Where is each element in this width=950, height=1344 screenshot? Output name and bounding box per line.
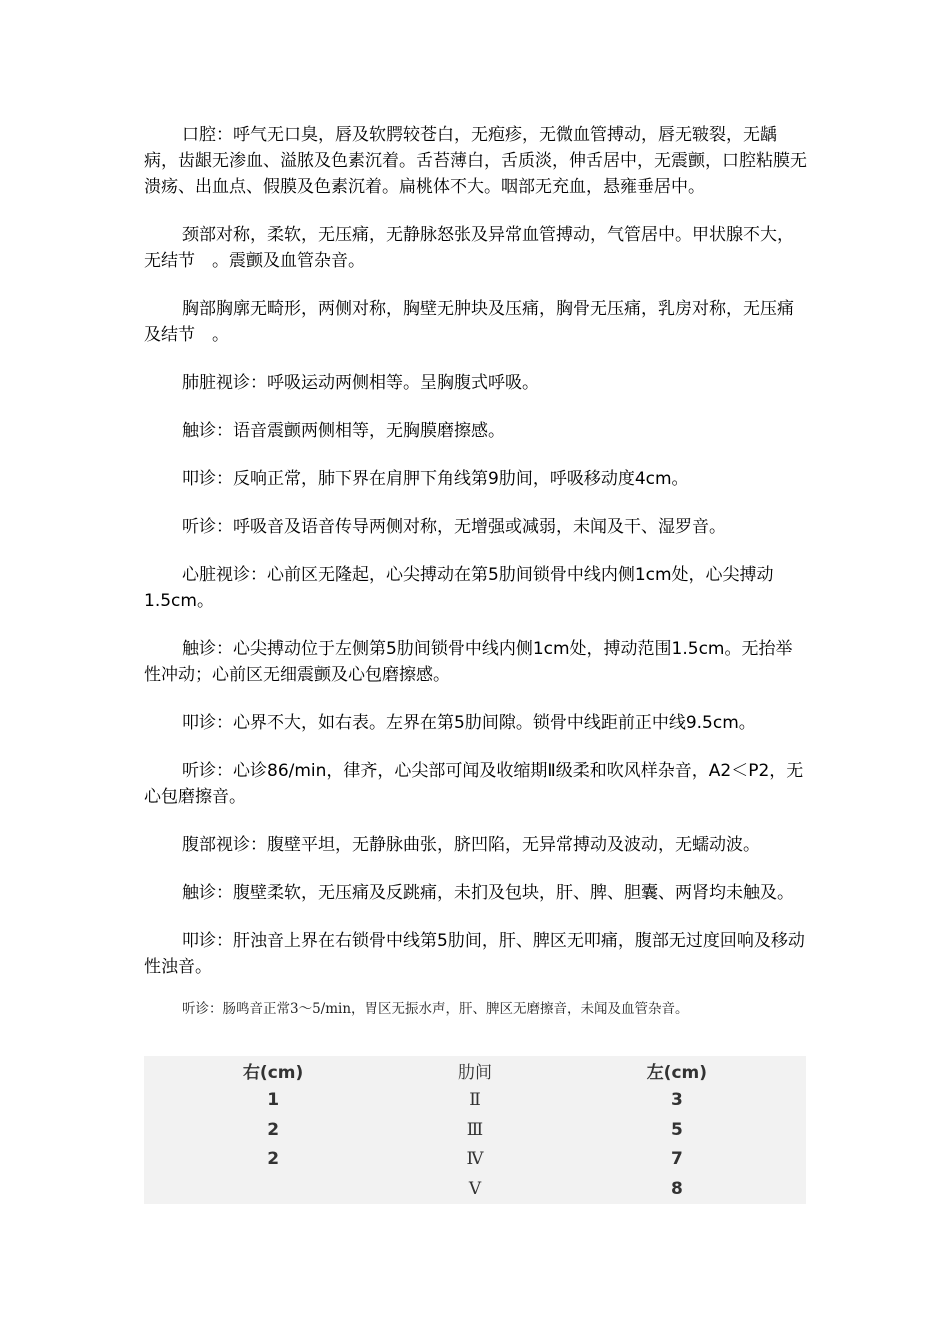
document-body <box>144 122 808 1038</box>
paragraph-abdomen-inspection: 腹部视诊：腹壁平坦，无静脉曲张，脐凹陷，无异常搏动及波动，无蠕动波。 <box>182 835 760 855</box>
cell-right <box>144 1174 402 1204</box>
cell-intercostal: Ⅴ <box>468 1178 482 1199</box>
cell-left: 7 <box>670 1149 683 1170</box>
cell-intercostal: Ⅳ <box>466 1149 484 1170</box>
cell-intercostal: Ⅲ <box>466 1119 484 1140</box>
paragraph-neck: 颈部对称，柔软，无压痛，无静脉怒张及异常血管搏动，气管居中。甲状腺不大，无结节 。震颤及血管杂音。 <box>144 225 794 271</box>
cardiac-border-table <box>144 1056 806 1204</box>
paragraph-chest: 胸部胸廓无畸形，两侧对称，胸壁无肿块及压痛，胸骨无压痛，乳房对称，无压痛及结节 。 <box>144 299 794 345</box>
cell-right: 2 <box>267 1149 280 1170</box>
cell-right: 2 <box>267 1119 280 1140</box>
cell-intercostal: Ⅱ <box>469 1090 481 1111</box>
paragraph-abdomen-auscultation: 听诊：肠鸣音正常3～5/min，胃区无振水声，肝、脾区无磨擦音，未闻及血管杂音。 <box>182 1001 689 1017</box>
cell-right: 1 <box>267 1090 280 1111</box>
paragraph-lung-inspection: 肺脏视诊：呼吸运动两侧相等。呈胸腹式呼吸。 <box>182 373 539 393</box>
paragraph-heart-inspection: 心脏视诊：心前区无隆起，心尖搏动在第5肋间锁骨中线内侧1cm处，心尖搏动1.5cm。 <box>144 565 774 611</box>
header-left: 左(cm) <box>646 1063 708 1084</box>
paragraph-abdomen-palpation: 触诊：腹壁柔软，无压痛及反跳痛，未扪及包块，肝、脾、胆囊、两肾均未触及。 <box>182 883 794 903</box>
paragraph-heart-palpation: 触诊：心尖搏动位于左侧第5肋间锁骨中线内侧1cm处，搏动范围1.5cm。无抬举性冲动；心前区无细震颤及心包磨擦感。 <box>144 639 793 685</box>
header-right: 右(cm) <box>242 1063 304 1084</box>
table-row <box>144 1086 806 1116</box>
paragraph-lung-auscultation: 听诊：呼吸音及语音传导两侧对称，无增强或减弱，未闻及干、湿罗音。 <box>182 517 726 537</box>
cell-left: 5 <box>670 1119 683 1140</box>
paragraph-heart-percussion: 叩诊：心界不大，如右表。左界在第5肋间隙。锁骨中线距前正中线9.5cm。 <box>182 713 756 733</box>
table-row <box>144 1174 806 1204</box>
paragraph-lung-palpation: 触诊：语音震颤两侧相等，无胸膜磨擦感。 <box>182 421 505 441</box>
cell-left: 8 <box>670 1178 683 1199</box>
paragraph-oral: 口腔：呼气无口臭，唇及软腭较苍白，无疱疹，无微血管搏动，唇无皲裂，无龋病，齿龈无渗血、溢脓及色素沉着。舌苔薄白，舌质淡，伸舌居中，无震颤，口腔粘膜无溃疡、出血点、假膜及色素沉着。扁桃体不大。咽部无充血，悬雍垂居中。 <box>144 125 807 197</box>
paragraph-lung-percussion: 叩诊：反响正常，肺下界在肩胛下角线第9肋间，呼吸移动度4cm。 <box>182 469 689 489</box>
header-intercostal: 肋间 <box>457 1063 492 1084</box>
paragraph-heart-auscultation: 听诊：心诊86/min，律齐，心尖部可闻及收缩期Ⅱ级柔和吹风样杂音，A2＜P2，无心包磨擦音。 <box>144 761 804 807</box>
paragraph-abdomen-percussion: 叩诊：肝浊音上界在右锁骨中线第5肋间，肝、脾区无叩痛，腹部无过度回响及移动性浊音。 <box>144 931 805 977</box>
table-header-row <box>144 1056 806 1086</box>
cell-left: 3 <box>670 1090 683 1111</box>
table-row <box>144 1115 806 1145</box>
table-row <box>144 1145 806 1175</box>
